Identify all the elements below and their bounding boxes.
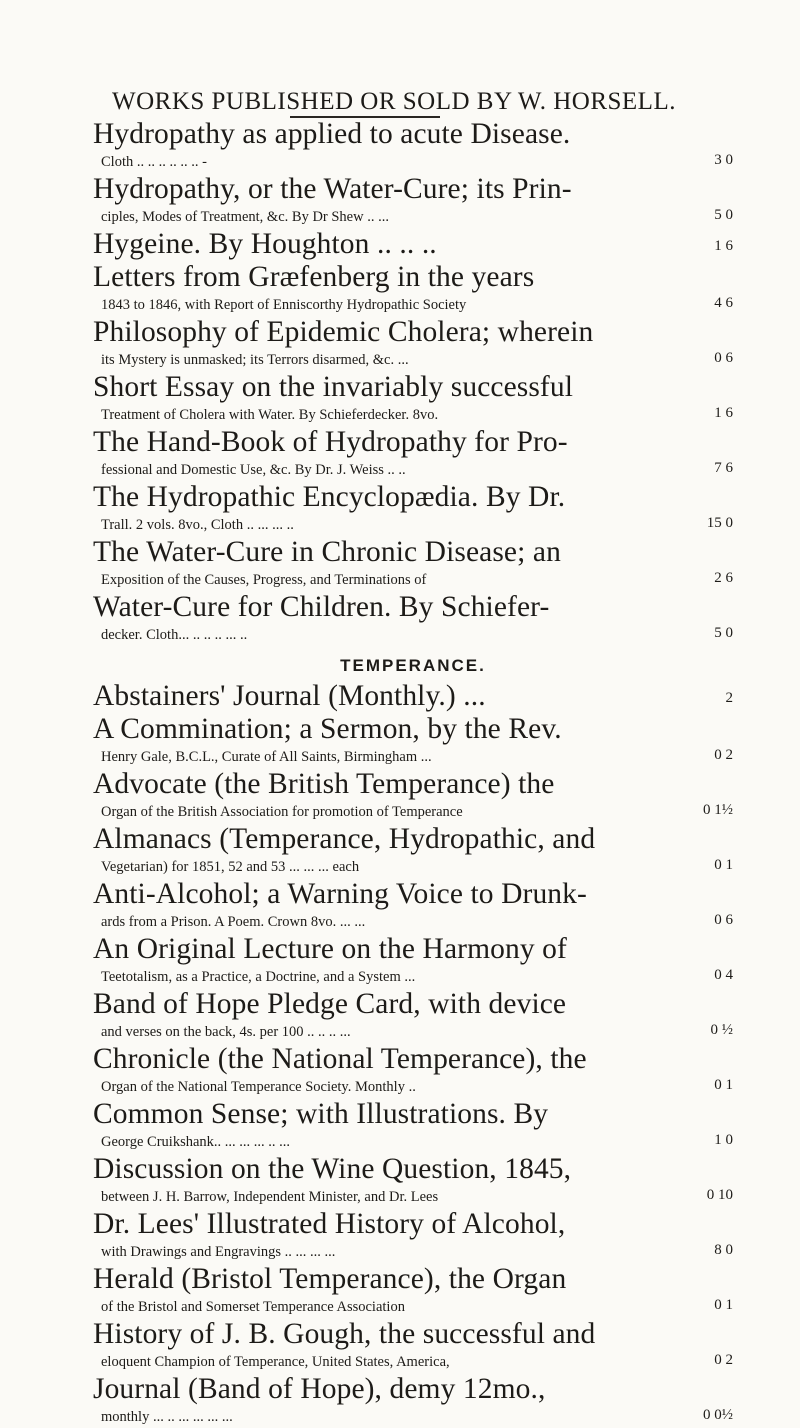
- entry-price: 0 2: [714, 747, 733, 763]
- entry-description: [93, 1076, 733, 1098]
- entry-title: Hygeine. By Houghton .. .. ..: [93, 228, 437, 260]
- entry-title: Abstainers' Journal (Monthly.) ...: [93, 680, 486, 712]
- entry-price: 1 6: [714, 405, 733, 421]
- entry-title: Journal (Band of Hope), demy 12mo.,: [93, 1373, 546, 1405]
- entry-description: [93, 294, 733, 316]
- entry-price: 0 2: [714, 1352, 733, 1368]
- entry-price: 0 1: [714, 857, 733, 873]
- entry-price: 0 10: [706, 1187, 733, 1203]
- entry-description: [93, 459, 733, 481]
- entry-price: 0 1½: [703, 802, 733, 818]
- entry-description: [93, 1186, 733, 1208]
- entry-description-text: eloquent Champion of Temperance, United States, America,: [101, 1354, 450, 1370]
- entry-title: Band of Hope Pledge Card, with device: [93, 988, 567, 1020]
- catalogue-entry: [93, 823, 733, 878]
- catalogue-entry: [93, 261, 733, 316]
- entry-description-text: and verses on the back, 4s. per 100 .. .. .. ...: [101, 1024, 351, 1040]
- catalogue-entry: [93, 316, 733, 371]
- entry-description-text: its Mystery is unmasked; its Terrors disarmed, &c. ...: [101, 352, 409, 368]
- entry-description-text: Vegetarian) for 1851, 52 and 53 ... ... ... each: [101, 859, 360, 875]
- entry-title: Advocate (the British Temperance) the: [93, 768, 555, 800]
- section-heading-temperance: TEMPERANCE.: [340, 656, 486, 675]
- entry-description: [93, 1131, 733, 1153]
- entry-title: The Water-Cure in Chronic Disease; an: [93, 536, 561, 568]
- entry-price: 2: [725, 690, 733, 706]
- entry-description: [93, 151, 733, 173]
- entry-title: Almanacs (Temperance, Hydropathic, and: [93, 823, 596, 855]
- entry-description-text: Organ of the National Temperance Society. Monthly ..: [101, 1079, 416, 1095]
- entry-description: [93, 514, 733, 536]
- catalogue-entry: [93, 768, 733, 823]
- entry-title: Chronicle (the National Temperance), the: [93, 1043, 587, 1075]
- entry-price: 0 6: [714, 912, 733, 928]
- entry-title: Dr. Lees' Illustrated History of Alcohol,: [93, 1208, 566, 1240]
- entry-description-text: Cloth .. .. .. .. .. .. -: [101, 154, 207, 170]
- entry-price: 2 6: [714, 570, 733, 586]
- catalogue-entry: [93, 1263, 733, 1318]
- entries-list: [93, 118, 733, 1428]
- catalogue-entry: [93, 1318, 733, 1373]
- entry-description: [93, 1296, 733, 1318]
- entry-description: [93, 911, 733, 933]
- entry-description: [93, 206, 733, 228]
- catalogue-entry: [93, 371, 733, 426]
- catalogue-entry: [93, 1208, 733, 1263]
- entry-price: 0 4: [714, 967, 733, 983]
- catalogue-entry: [93, 713, 733, 768]
- catalogue-entry: [93, 173, 733, 228]
- entry-description: [93, 624, 733, 646]
- entry-description-text: Exposition of the Causes, Progress, and Terminations of: [101, 572, 427, 588]
- entry-description-text: George Cruikshank.. ... ... ... .. ...: [101, 1134, 291, 1150]
- entry-description: [93, 966, 733, 988]
- entry-title: Hydropathy, or the Water-Cure; its Prin-: [93, 173, 572, 205]
- entry-price: 5 0: [714, 207, 733, 223]
- entry-description-text: with Drawings and Engravings .. ... ... ...: [101, 1244, 336, 1260]
- entry-description: [93, 404, 733, 426]
- entry-title: An Original Lecture on the Harmony of: [93, 933, 567, 965]
- entry-title: Water-Cure for Children. By Schiefer-: [93, 591, 550, 623]
- entry-price: 1 0: [714, 1132, 733, 1148]
- catalogue-entry: [93, 536, 733, 591]
- catalogue-entry: [93, 591, 733, 646]
- catalogue-entry: [93, 481, 733, 536]
- entry-price: 0 1: [714, 1077, 733, 1093]
- entry-description-text: 1843 to 1846, with Report of Enniscorthy Hydropathic Society: [101, 297, 467, 313]
- entry-description: [93, 1021, 733, 1043]
- catalogue-entry: [93, 426, 733, 481]
- entry-price: 4 6: [714, 295, 733, 311]
- entry-price: 3 0: [714, 152, 733, 168]
- entry-description-text: Teetotalism, as a Practice, a Doctrine, and a System ...: [101, 969, 416, 985]
- catalogue-entry: [93, 933, 733, 988]
- catalogue-entry: [93, 1153, 733, 1208]
- catalogue-entry: [93, 1098, 733, 1153]
- entry-price: 0 0½: [703, 1407, 733, 1423]
- entry-title: The Hand-Book of Hydropathy for Pro-: [93, 426, 568, 458]
- entry-title: Short Essay on the invariably successful: [93, 371, 574, 403]
- entry-description: [93, 746, 733, 768]
- entry-title: Hydropathy as applied to acute Disease.: [93, 118, 571, 150]
- entry-title: Anti-Alcohol; a Warning Voice to Drunk-: [93, 878, 587, 910]
- catalogue-entry: [93, 680, 733, 713]
- entry-description-text: monthly ... .. ... ... ... ...: [101, 1409, 233, 1425]
- entry-price: 5 0: [714, 625, 733, 641]
- entry-price: 1 6: [714, 238, 733, 254]
- entry-description-text: fessional and Domestic Use, &c. By Dr. J. Weiss .. ..: [101, 462, 406, 478]
- entry-description-text: Treatment of Cholera with Water. By Schieferdecker. 8vo.: [101, 407, 439, 423]
- entry-title: Discussion on the Wine Question, 1845,: [93, 1153, 572, 1185]
- entry-title: Herald (Bristol Temperance), the Organ: [93, 1263, 567, 1295]
- catalogue-entry: [93, 118, 733, 173]
- entry-description: [93, 1351, 733, 1373]
- entry-title: The Hydropathic Encyclopædia. By Dr.: [93, 481, 566, 513]
- catalogue-entry: [93, 228, 733, 261]
- entry-price: 0 1: [714, 1297, 733, 1313]
- entry-description: [93, 1406, 733, 1428]
- entry-title: Common Sense; with Illustrations. By: [93, 1098, 549, 1130]
- entry-description-text: Trall. 2 vols. 8vo., Cloth .. ... ... ..: [101, 517, 294, 533]
- entry-description: [93, 1241, 733, 1263]
- hydropathy-list: [93, 118, 733, 646]
- entry-description: [93, 349, 733, 371]
- catalogue-entry: [93, 1373, 733, 1428]
- entry-price: 7 6: [714, 460, 733, 476]
- entry-description: [93, 856, 733, 878]
- entry-title: A Commination; a Sermon, by the Rev.: [93, 713, 562, 745]
- catalogue-entry: [93, 1043, 733, 1098]
- entry-description-text: ards from a Prison. A Poem. Crown 8vo. ... ...: [101, 914, 366, 930]
- entry-description: [93, 801, 733, 823]
- entry-price: 0 6: [714, 350, 733, 366]
- temperance-list: [93, 680, 733, 1428]
- page-header: WORKS PUBLISHED OR SOLD BY W. HORSELL.: [112, 88, 676, 115]
- entry-description-text: of the Bristol and Somerset Temperance Association: [101, 1299, 405, 1315]
- entry-title: Letters from Græfenberg in the years: [93, 261, 535, 293]
- entry-description: [93, 569, 733, 591]
- entry-description-text: between J. H. Barrow, Independent Minister, and Dr. Lees: [101, 1189, 439, 1205]
- entry-description-text: Organ of the British Association for promotion of Temperance: [101, 804, 463, 820]
- entry-description-text: ciples, Modes of Treatment, &c. By Dr Shew .. ...: [101, 209, 389, 225]
- entry-title: History of J. B. Gough, the successful and: [93, 1318, 596, 1350]
- entry-description-text: decker. Cloth... .. .. .. ... ..: [101, 627, 248, 643]
- catalogue-entry: [93, 878, 733, 933]
- catalogue-entry: [93, 988, 733, 1043]
- entry-price: 8 0: [714, 1242, 733, 1258]
- entry-price: 0 ½: [710, 1022, 733, 1038]
- entry-title: Philosophy of Epidemic Cholera; wherein: [93, 316, 594, 348]
- entry-description-text: Henry Gale, B.C.L., Curate of All Saints, Birmingham ...: [101, 749, 432, 765]
- entry-price: 15 0: [706, 515, 733, 531]
